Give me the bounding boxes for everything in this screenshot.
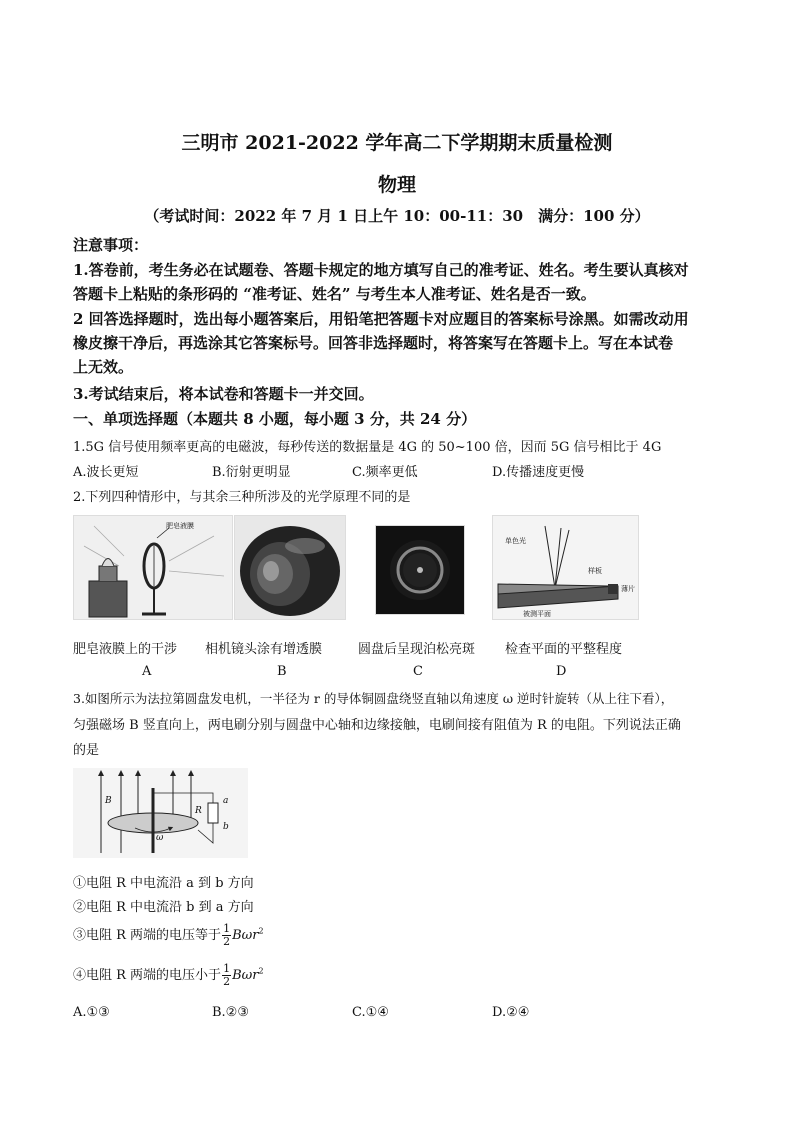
option-b: B.衍射更明显 (212, 465, 291, 480)
exponent: 2 (258, 966, 264, 976)
figure-label: 样板 (588, 567, 602, 575)
option-c: C.频率更低 (352, 465, 418, 480)
figure-label: 薄片 (621, 585, 635, 593)
subject-title: 物理 (377, 174, 416, 196)
option-c: C.①④ (352, 1005, 389, 1020)
statement-3-text: ③电阻 R 两端的电压等于 (73, 928, 222, 943)
statement-1: ①电阻 R 中电流沿 a 到 b 方向 (73, 876, 254, 891)
caption-b: 相机镜头涂有增透膜 (205, 642, 323, 657)
question-stem: 匀强磁场 B 竖直向上，两电刷分别与圆盘中心轴和边缘接触，电刷间接有阻值为 R 的电阻。下列说法正确 (73, 718, 681, 733)
figure-soap-film (73, 515, 233, 620)
figure-label: 单色光 (505, 537, 526, 545)
exam-info: （考试时间：2022 年 7 月 1 日上午 10：00-11：30 满分：100 分） (144, 207, 650, 225)
notice-heading: 注意事项： (73, 236, 149, 254)
fraction: $\frac{1}{2}$ (223, 922, 231, 948)
caption-a: 肥皂液膜上的干涉 (73, 642, 178, 657)
statement-3 (73, 923, 264, 948)
statement-4 (73, 963, 264, 988)
figure-flatness-check (492, 515, 639, 620)
option-a: A.波长更短 (73, 465, 139, 480)
letter-b: B (277, 664, 287, 679)
figure-poisson-spot (375, 525, 465, 615)
figure-faraday-disk (73, 768, 248, 858)
expression: Bωr (232, 928, 259, 943)
notice-line: 答题卡上粘贴的条形码的 “准考证、姓名” 与考生本人准考证、姓名是否一致。 (73, 285, 596, 303)
notice-line: 上无效。 (73, 358, 134, 376)
notice-line: 3.考试结束后，将本试卷和答题卡一并交回。 (73, 385, 374, 403)
question-stem: 2.下列四种情形中，与其余三种所涉及的光学原理不同的是 (73, 490, 411, 505)
exponent: 2 (258, 926, 264, 936)
caption-c: 圆盘后呈现泊松亮斑 (358, 642, 476, 657)
question-stem: 3.如图所示为法拉第圆盘发电机，一半径为 r 的导体铜圆盘绕竖直轴以角速度 ω 逆时针旋转（从上往下看）， (73, 691, 674, 706)
letter-d: D (556, 664, 567, 679)
figure-label-b-field: B (105, 796, 112, 806)
figure-camera-lens (234, 515, 346, 620)
expression: Bωr (232, 968, 259, 983)
section-heading: 一、单项选择题（本题共 8 小题，每小题 3 分，共 24 分） (73, 410, 477, 428)
option-b: B.②③ (212, 1005, 249, 1020)
page-title: 三明市 2021-2022 学年高二下学期期末质量检测 (181, 132, 613, 154)
figure-label-b: b (223, 822, 229, 832)
figure-label-a: a (223, 796, 229, 806)
figure-label: 肥皂液膜 (166, 522, 194, 530)
letter-a: A (142, 664, 152, 679)
statement-4-text: ④电阻 R 两端的电压小于 (73, 968, 222, 983)
statement-2: ②电阻 R 中电流沿 b 到 a 方向 (73, 900, 254, 915)
notice-line: 橡皮擦干净后，再选涂其它答案标号。回答非选择题时，将答案写在答题卡上。写在本试卷 (73, 334, 674, 352)
figure-label-omega: ω (156, 833, 164, 843)
caption-d: 检查平面的平整程度 (505, 642, 623, 657)
figure-label-r: R (195, 806, 202, 816)
fraction: $\frac{1}{2}$ (223, 962, 231, 988)
notice-line: 1.答卷前，考生务必在试题卷、答题卡规定的地方填写自己的准考证、姓名。考生要认真核对 (73, 261, 689, 279)
option-d: D.传播速度更慢 (492, 465, 585, 480)
letter-c: C (413, 664, 423, 679)
notice-line: 2 回答选择题时，选出每小题答案后，用铅笔把答题卡对应题目的答案标号涂黑。如需改动用 (73, 310, 689, 328)
option-a: A.①③ (73, 1005, 110, 1020)
question-stem: 的是 (73, 743, 100, 758)
option-d: D.②④ (492, 1005, 530, 1020)
question-stem: 1.5G 信号使用频率更高的电磁波，每秒传送的数据量是 4G 的 50~100 倍，因而 5G 信号相比于 4G (73, 440, 662, 455)
figure-label: 被测平面 (523, 610, 551, 618)
